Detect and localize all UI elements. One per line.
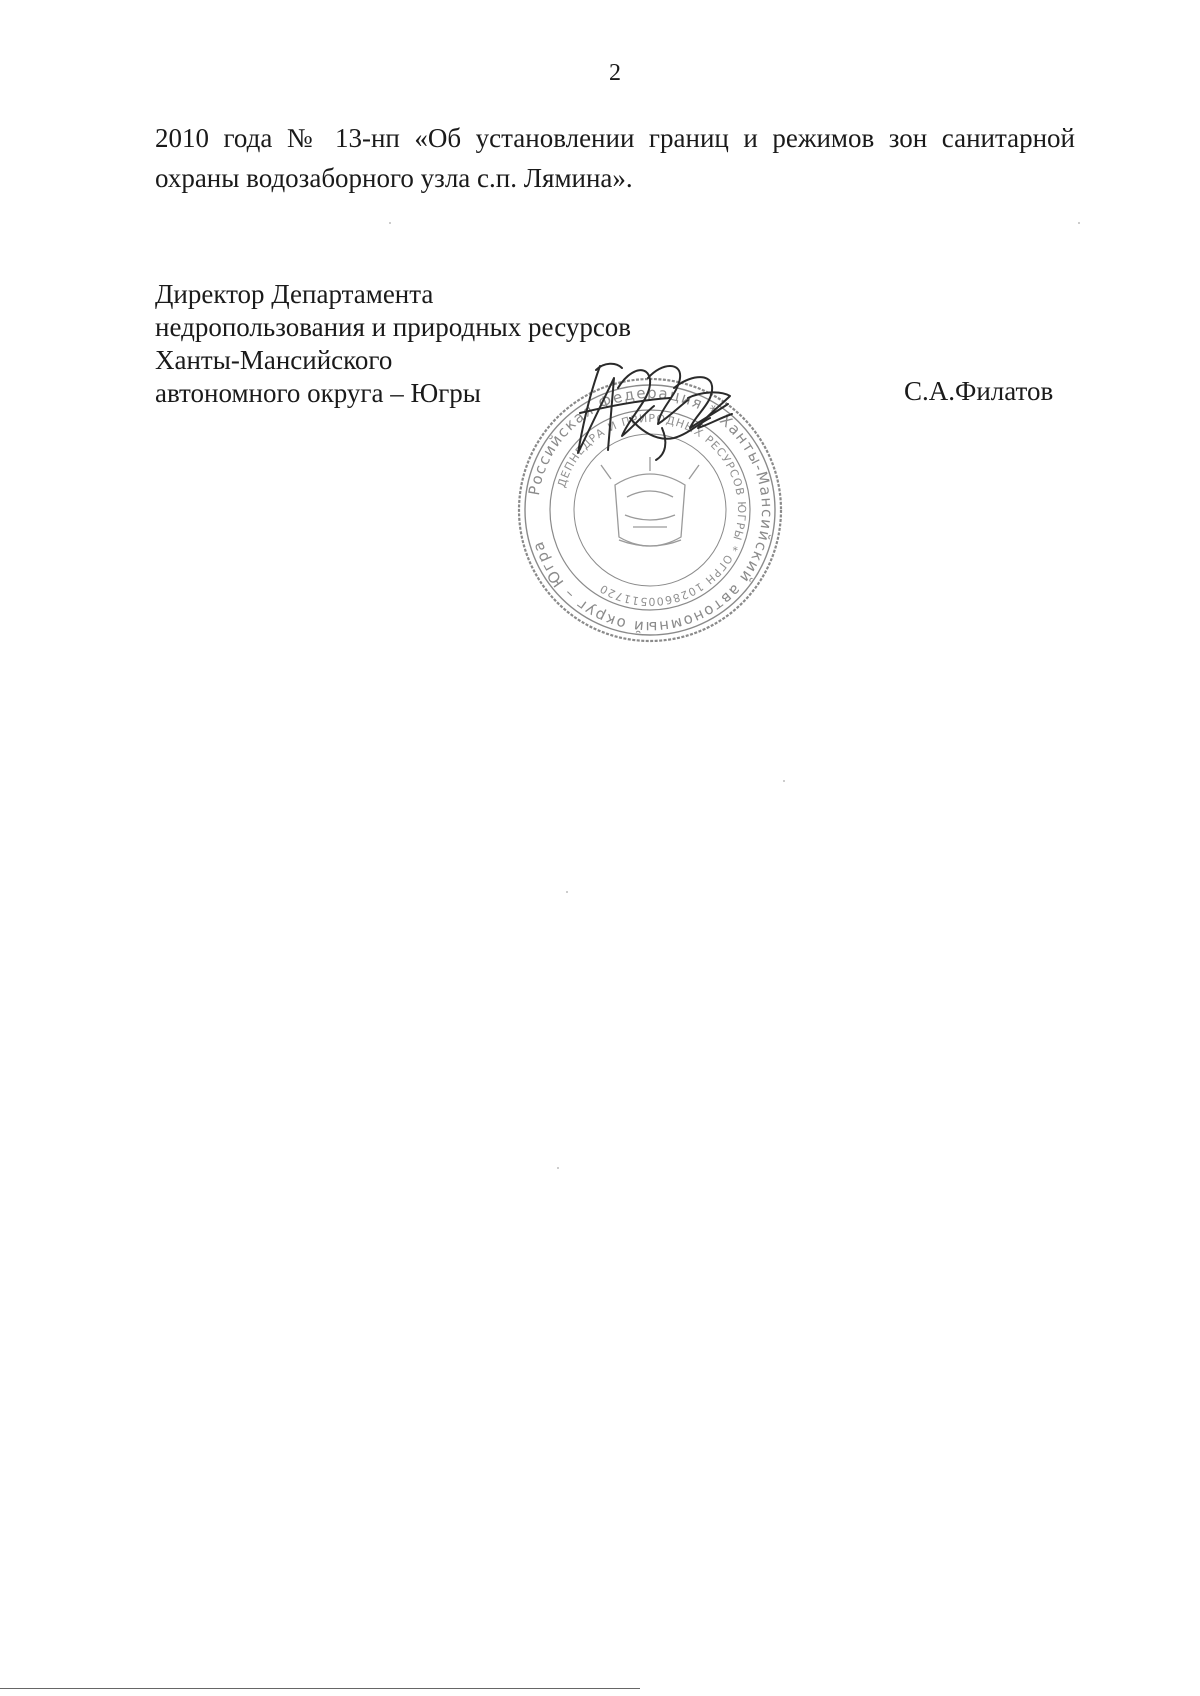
page-number: 2 (609, 60, 621, 86)
signatory-title-line: недропользования и природных ресурсов (155, 312, 632, 342)
scan-speck (783, 780, 785, 782)
signatory-title-line: Директор Департамента (155, 279, 434, 309)
body-line-2: охраны водозаборного узла с.п. Лямина». (155, 163, 633, 193)
scan-speck (557, 1167, 559, 1169)
handwritten-signature (570, 358, 740, 468)
body-line-1: 2010 года № 13-нп «Об установлении границ и режимов зон санитарной (155, 123, 1075, 153)
scan-speck (389, 222, 391, 224)
scan-speck (566, 891, 568, 893)
signatory-title-line: Ханты-Мансийского (155, 345, 393, 375)
signatory-title-line: автономного округа – Югры (155, 378, 481, 408)
signatory-name: С.А.Филатов (904, 376, 1054, 406)
body-paragraph (155, 118, 1075, 198)
seal-outer-text: Российская Федерация * Ханты-Мансийский автономный округ – Югра (524, 383, 777, 637)
scan-speck (1078, 222, 1080, 224)
seal-inner-text: ДЕПНЕДРА И ПРИРОДНЫХ РЕСУРСОВ ЮГРЫ * ОГРН 1028600511720 (555, 411, 749, 609)
bottom-rule (0, 1688, 640, 1689)
seal-emblem (601, 457, 699, 546)
